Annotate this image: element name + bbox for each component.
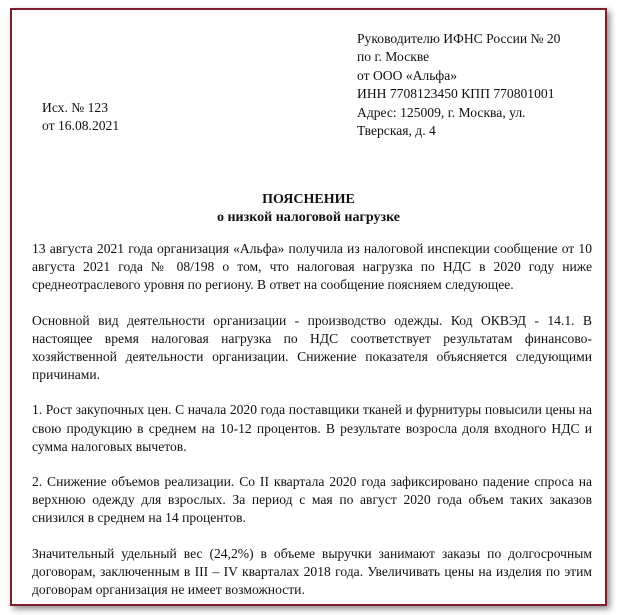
addressee-line: ИНН 7708123450 КПП 770801001 [357, 86, 555, 102]
body-paragraph: 2. Снижение объемов реализации. Со II квартала 2020 года зафиксировано падение спроса на верхнюю одежду для взрослых. За период с мая по август 2020 года объем таких заказов снизился в среднем на 14 процентов. [32, 474, 592, 526]
addressee-line: Руководителю ИФНС России № 20 [357, 31, 561, 46]
outgoing-date: от 16.08.2021 [42, 118, 120, 134]
addressee-line: от ООО «Альфа» [357, 67, 458, 83]
addressee-line: по г. Москве [357, 49, 430, 65]
body-paragraph: 1. Рост закупочных цен. С начала 2020 года поставщики тканей и фурнитуры повысили цены на свою продукцию в среднем на 10-12 процентов. В результате возросла доля входного НДС и сумма налоговых вычетов. [32, 402, 592, 454]
title-sub: о низкой налоговой нагрузке [216, 210, 401, 226]
title-main: ПОЯСНЕНИЕ [262, 192, 355, 207]
addressee-line: Адрес: 125009, г. Москва, ул. [357, 104, 526, 120]
addressee-block [357, 30, 560, 140]
document-body [32, 240, 592, 606]
addressee-line: Тверская, д. 4 [357, 123, 436, 139]
document-sheet [10, 8, 607, 606]
document-title [12, 191, 605, 228]
body-paragraph: Основной вид деятельности организации - производство одежды. Код ОКВЭД - 14.1. В настоящее время налоговая нагрузка по НДС соответствует результатам финансово-хозяйственной деятельности организации. Снижение показателя объясняется следующими причинами. [32, 312, 592, 383]
body-paragraph: 13 августа 2021 года организация «Альфа» получила из налоговой инспекции сообщение от 10 августа 2021 года № 08/198 о том, что налоговая нагрузка по НДС в 2020 году ниже среднеотраслевого уровня по региону. В ответ на сообщение поясняем следующее. [32, 241, 592, 293]
outgoing-number: Исх. № 123 [42, 100, 109, 115]
body-paragraph: Значительный удельный вес (24,2%) в объеме выручки занимают заказы по долгосрочным договорам, заключенным в III – IV кварталах 2018 года. Увеличивать цены на изделия по этим договорам организация не имеет возможности. [32, 545, 592, 598]
outgoing-reference [42, 99, 119, 136]
